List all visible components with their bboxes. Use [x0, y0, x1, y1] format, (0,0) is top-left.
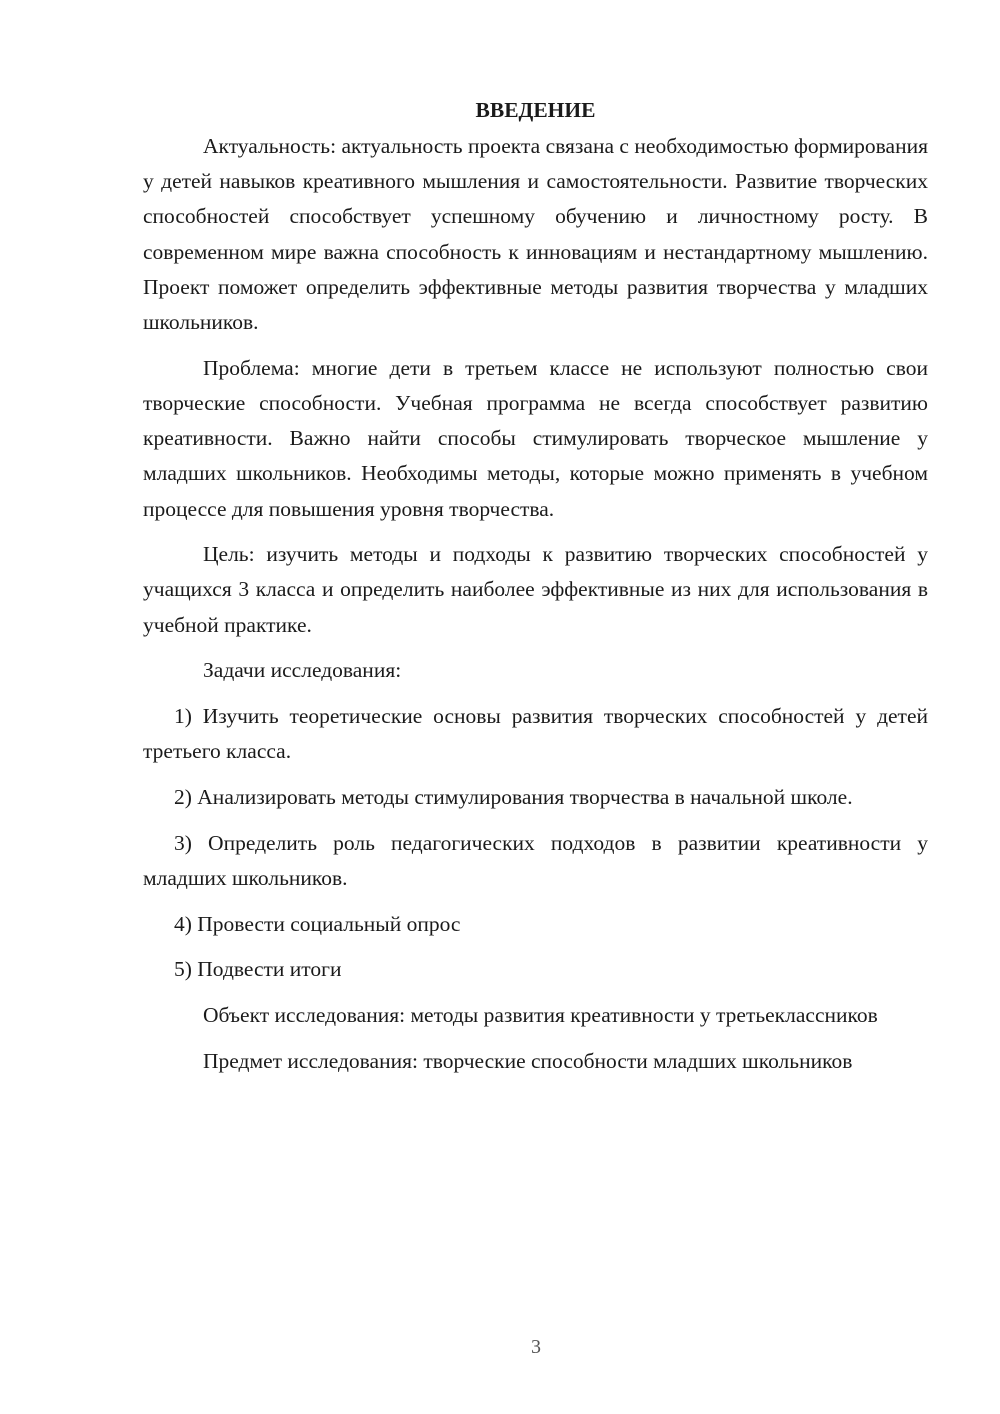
page-number: 3 — [531, 1336, 541, 1358]
task-item-5: 5) Подвести итоги — [174, 957, 342, 982]
section-title: ВВЕДЕНИЕ — [475, 98, 596, 122]
relevance-paragraph: Актуальность: актуальность проекта связана с необходимостью формирования у детей навыков креативного мышления и самостоятельности. Развитие творческих способностей способствует успешному обучению и личностному росту. В современном мире важна способность к инновациям и нестандартному мышлению. Проект поможет определить эффективные методы развития творчества у младших школьников. — [143, 134, 928, 335]
problem-paragraph: Проблема: многие дети в третьем классе не используют полностью свои творческие способности. Учебная программа не всегда способствует развитию креативности. Важно найти способы стимулировать творческое мышление у младших школьников. Необходимы методы, которые можно применять в учебном процессе для повышения уровня творчества. — [143, 355, 928, 521]
goal-paragraph: Цель: изучить методы и подходы к развитию творческих способностей у учащихся 3 класса и определить наиболее эффективные из них для использования в учебной практике. — [143, 542, 928, 637]
task-item-3: 3) Определить роль педагогических подходов в развитии креативности у младших школьников. — [143, 830, 928, 890]
task-item-1: 1) Изучить теоретические основы развития творческих способностей у детей третьего класса. — [143, 704, 928, 764]
task-item-4: 4) Провести социальный опрос — [174, 911, 461, 936]
subject-paragraph: Предмет исследования: творческие способности младших школьников — [203, 1048, 853, 1073]
tasks-heading: Задачи исследования: — [203, 658, 402, 683]
document-page — [143, 92, 928, 1079]
task-item-2: 2) Анализировать методы стимулирования творчества в начальной школе. — [174, 784, 853, 809]
object-paragraph: Объект исследования: методы развития креативности у третьеклассников — [203, 1002, 878, 1027]
